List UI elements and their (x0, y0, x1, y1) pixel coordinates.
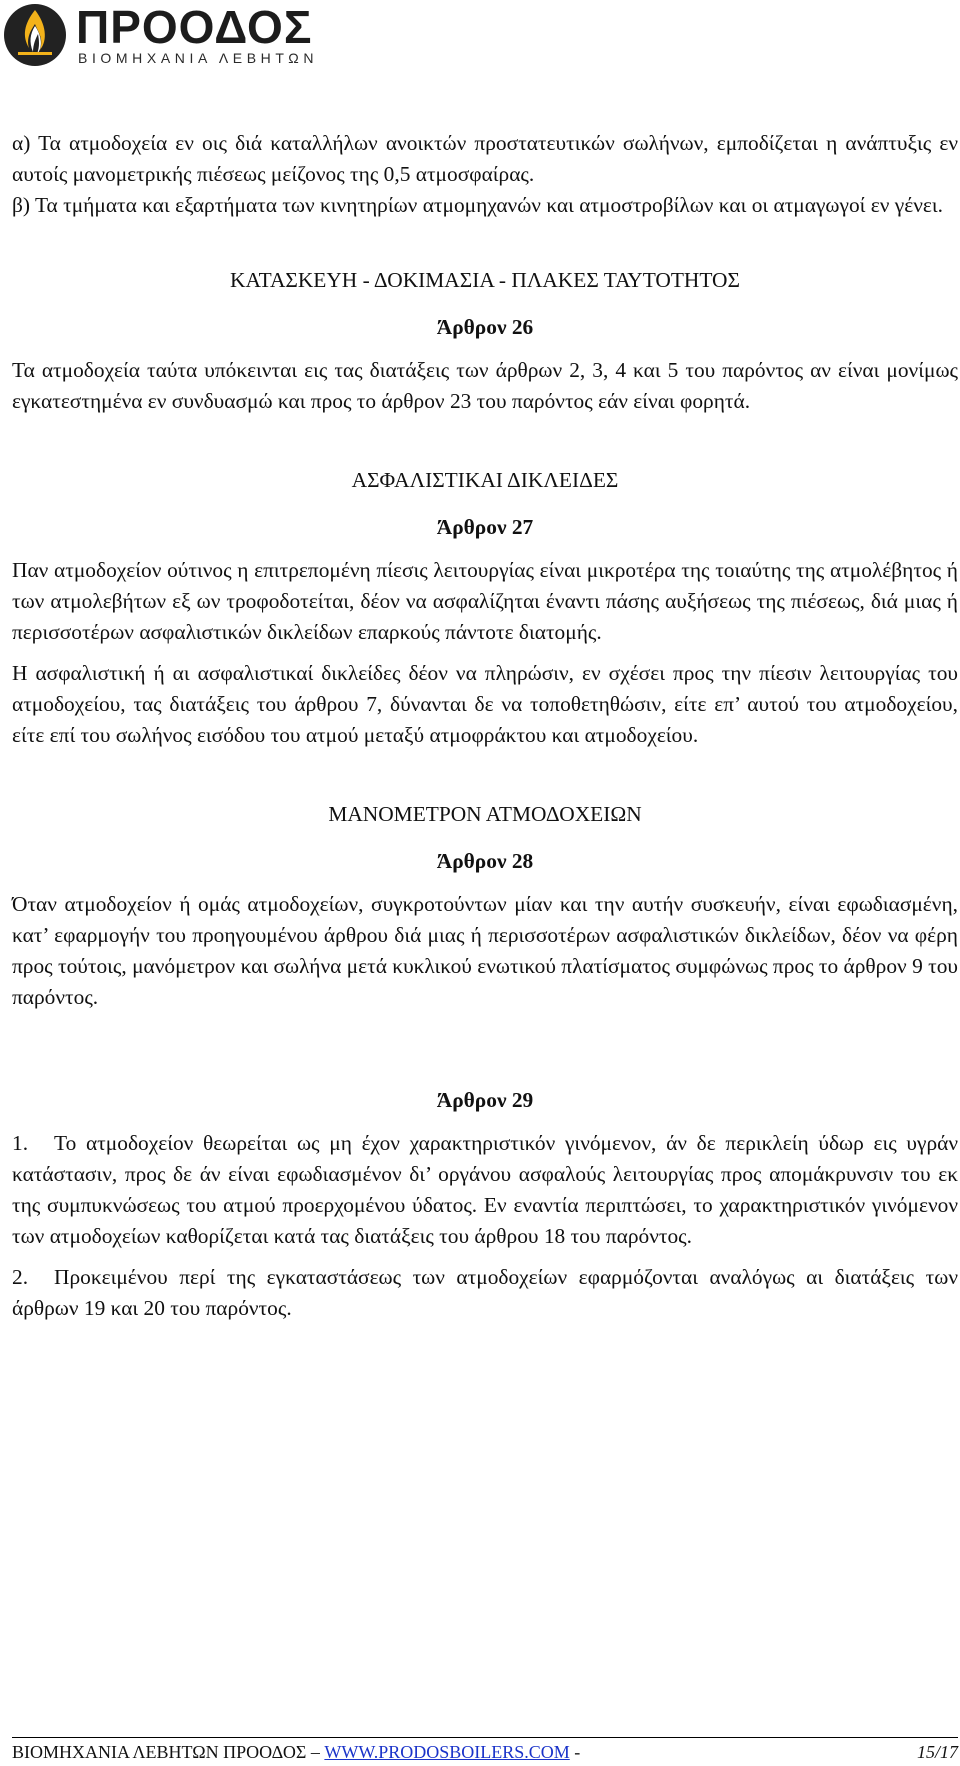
section-title-manometer: ΜΑΝΟΜΕΤΡΟΝ ΑΤΜΟΔΟΧΕΙΩΝ (328, 802, 642, 826)
company-logo (0, 0, 320, 70)
article-27-paragraph-2: Η ασφαλιστική ή αι ασφαλιστικαί δικλείδες δέον να πληρώσιν, εν σχέσει προς την πίεσιν λειτουργίας του ατμοδοχείου, τας διατάξεις του άρθρου 7, δύνανται δε να τοποθετηθώσιν, είτε επ’ αυτού του ατμοδοχείου, είτε επί του σωλήνος εισόδου του ατμού μεταξύ ατμοφράκτου και ατμοδοχείου. (12, 661, 958, 747)
brand-name: ΠΡΟΟΔΟΣ (76, 1, 313, 53)
intro-paragraph-b: β) Τα τμήματα και εξαρτήματα των κινητηρίων ατμομηχανών και ατμοστροβίλων και οι ατμαγωγοί εν γένει. (12, 193, 943, 217)
footer-website-link[interactable]: WWW.PRODOSBOILERS.COM (324, 1742, 570, 1762)
article-29-item-1 (12, 1128, 958, 1252)
page-number: 15/17 (916, 1742, 958, 1762)
article-29-heading: Άρθρον 29 (436, 1088, 534, 1112)
article-27-heading: Άρθρον 27 (436, 515, 534, 539)
item-number: 1. (12, 1131, 29, 1155)
article-26-paragraph: Τα ατμοδοχεία ταύτα υπόκεινται εις τας διατάξεις των άρθρων 2, 3, 4 και 5 του παρόντος αν είναι μονίμως εγκατεστημένα εν συνδυασμώ και προς το άρθρον 23 του παρόντος εάν είναι φορητά. (12, 358, 958, 413)
intro-paragraph-a: α) Τα ατμοδοχεία εν οις διά καταλλήλων ανοικτών προστατευτικών σωλήνων, εμποδίζεται η ανάπτυξις εν αυτοίς μανομετρικής πιέσεως μείζονος της 0,5 ατμοσφαίρας. (12, 131, 958, 186)
section-title-construction: ΚΑΤΑΣΚΕΥΗ - ΔΟΚΙΜΑΣΙΑ - ΠΛΑΚΕΣ ΤΑΥΤΟΤΗΤΟΣ (230, 268, 740, 292)
footer-divider (12, 1737, 958, 1738)
article-29-item-2 (12, 1262, 958, 1324)
item-text: Το ατμοδοχείον θεωρείται ως μη έχον χαρακτηριστικόν γινόμενον, άν δε περικλείη ύδωρ εις υγράν κατάστασιν, προς δε άν είναι εφωδιασμένον δι’ οργάνου ασφαλούς λειτουργίας προς απομάκρυνσιν του εκ της συμπυκνώσεως του ατμού προερχομένου ύδατος. Εν εναντία περιπτώσει, το χαρακτηριστικόν γινόμενον των ατμοδοχείων καθορίζεται κατά τας διατάξεις του άρθρου 18 του παρόντος. (12, 1131, 958, 1248)
footer-separator: - (574, 1742, 581, 1762)
footer-company: ΒΙΟΜΗΧΑΝΙΑ ΛΕΒΗΤΩΝ ΠΡΟΟΔΟΣ – (12, 1742, 320, 1762)
flame-logo-icon (2, 2, 68, 68)
article-26-heading: Άρθρον 26 (436, 315, 534, 339)
article-27-paragraph-1: Παν ατμοδοχείον ούτινος η επιτρεπομένη πίεσις λειτουργίας είναι μικροτέρα της τοιαύτης της ατμολέβητος ή των ατμολεβήτων εξ ων τροφοδοτείται, δέον να ασφαλίζηται έναντι πάσης αυξήσεως της πιέσεως, διά μιας ή περισσοτέρων ασφαλιστικών δικλείδων επαρκούς πάντοτε διατομής. (12, 558, 958, 644)
article-28-heading: Άρθρον 28 (436, 849, 534, 873)
article-28-paragraph: Όταν ατμοδοχείον ή ομάς ατμοδοχείων, συγκροτούντων μίαν και την αυτήν συσκευήν, είναι εφωδιασμένη, κατ’ εφαρμογήν του προηγουμένου άρθρου διά μιας ή περισσοτέρων ασφαλιστικών δικλείδων, δέον να φέρη προς τούτοις, μανόμετρον και σωλήνα μετά κυκλικού ενωτικού πλατίσματος συμφώνως προς το άρθρον 9 του παρόντος. (12, 892, 958, 1009)
item-number: 2. (12, 1265, 29, 1289)
document-body (12, 128, 958, 1324)
page-footer (12, 1741, 958, 1763)
item-text: Προκειμένου περί της εγκαταστάσεως των ατμοδοχείων εφαρμόζονται αναλόγως αι διατάξεις των άρθρων 19 και 20 του παρόντος. (12, 1265, 958, 1320)
section-title-safety-valves: ΑΣΦΑΛΙΣΤΙΚΑΙ ΔΙΚΛΕΙΔΕΣ (351, 468, 619, 492)
brand-subtitle: ΒΙΟΜΗΧΑΝΙΑ ΛΕΒΗΤΩΝ (78, 50, 319, 66)
